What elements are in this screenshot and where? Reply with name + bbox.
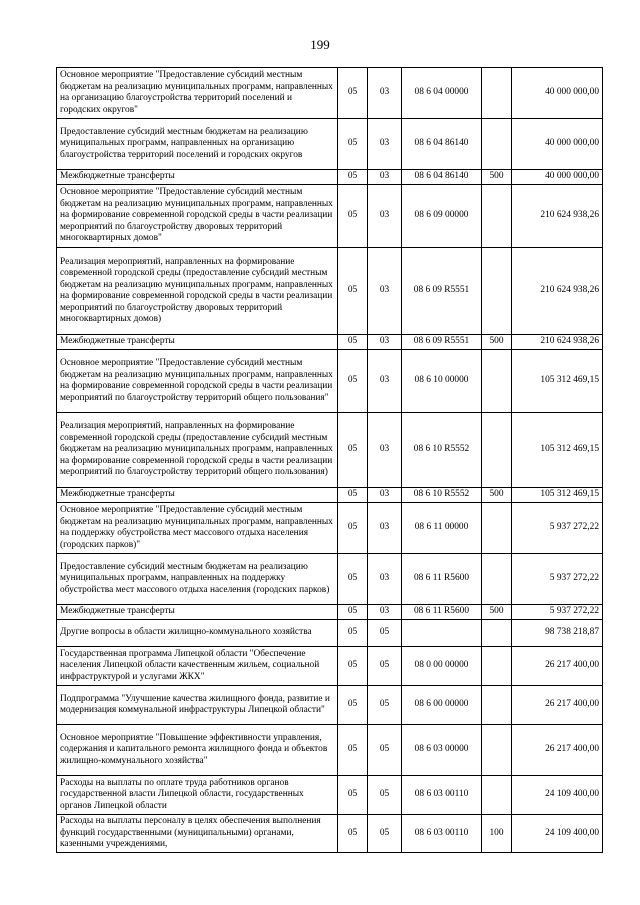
row-amount: 210 624 938,26 (512, 335, 603, 350)
row-target-article: 08 6 03 00110 (402, 815, 482, 853)
row-section: 05 (338, 686, 368, 725)
row-expense-type: 500 (482, 335, 512, 350)
row-name: Подпрограмма "Улучшение качества жилищного фонда, развитие и модернизация коммунальной инфраструктуры Липецкой области" (57, 686, 338, 725)
row-expense-type (482, 503, 512, 554)
table-row (57, 68, 603, 119)
table-row (57, 554, 603, 605)
row-subsection: 03 (368, 413, 402, 488)
row-subsection: 05 (368, 647, 402, 686)
row-target-article (402, 620, 482, 647)
row-target-article: 08 6 03 00000 (402, 725, 482, 776)
row-amount: 40 000 000,00 (512, 170, 603, 185)
row-section: 05 (338, 725, 368, 776)
row-amount: 40 000 000,00 (512, 119, 603, 170)
row-target-article: 08 6 04 86140 (402, 119, 482, 170)
table-row (57, 119, 603, 170)
row-name: Основное мероприятие "Предоставление субсидий местным бюджетам на реализацию муниципальных программ, направленных на формирование современной городской среды в части реализации мероприятий по благоустройству территорий общего пользования" (57, 350, 338, 413)
row-subsection: 03 (368, 119, 402, 170)
row-expense-type (482, 68, 512, 119)
row-section: 05 (338, 185, 368, 248)
row-name: Основное мероприятие "Предоставление субсидий местным бюджетам на реализацию муниципальных программ, направленных на поддержку обустройства мест массового отдыха населения (городских парков)" (57, 503, 338, 554)
row-amount: 105 312 469,15 (512, 350, 603, 413)
table-row (57, 647, 603, 686)
row-section: 05 (338, 503, 368, 554)
row-expense-type (482, 119, 512, 170)
row-section: 05 (338, 776, 368, 815)
page-number: 199 (310, 37, 330, 52)
row-name: Основное мероприятие "Предоставление субсидий местным бюджетам на реализацию муниципальных программ, направленных на организацию благоустройства территорий поселений и городских округов" (57, 68, 338, 119)
row-target-article: 08 6 09 R5551 (402, 248, 482, 335)
row-target-article: 08 6 09 R5551 (402, 335, 482, 350)
row-name: Расходы на выплаты по оплате труда работников органов государственной власти Липецкой области, государственных органов Липецкой области (57, 776, 338, 815)
row-expense-type: 100 (482, 815, 512, 853)
row-amount: 26 217 400,00 (512, 725, 603, 776)
row-section: 05 (338, 248, 368, 335)
row-expense-type: 500 (482, 170, 512, 185)
row-target-article: 08 6 10 00000 (402, 350, 482, 413)
row-section: 05 (338, 335, 368, 350)
row-subsection: 03 (368, 335, 402, 350)
row-section: 05 (338, 68, 368, 119)
row-subsection: 05 (368, 815, 402, 853)
row-expense-type (482, 620, 512, 647)
row-amount: 210 624 938,26 (512, 185, 603, 248)
row-name: Реализация мероприятий, направленных на формирование современной городской среды (предоставление субсидий местным бюджетам на реализацию муниципальных программ, направленных на формирование современной городской среды в части реализации мероприятий по благоустройству территорий общего пользования) (57, 413, 338, 488)
table-row (57, 686, 603, 725)
row-target-article: 08 6 00 00000 (402, 686, 482, 725)
row-expense-type (482, 686, 512, 725)
row-name: Межбюджетные трансферты (57, 335, 338, 350)
table-row (57, 350, 603, 413)
row-name: Государственная программа Липецкой области "Обеспечение населения Липецкой области качественным жильем, социальной инфраструктурой и услугами ЖКХ" (57, 647, 338, 686)
row-section: 05 (338, 488, 368, 503)
row-expense-type (482, 185, 512, 248)
row-name: Основное мероприятие "Предоставление субсидий местным бюджетам на реализацию муниципальных программ, направленных на формирование современной городской среды в части реализации мероприятий по благоустройству дворовых территорий многоквартирных домов" (57, 185, 338, 248)
row-subsection: 05 (368, 725, 402, 776)
table-row (57, 170, 603, 185)
row-expense-type (482, 776, 512, 815)
table-row (57, 725, 603, 776)
row-amount: 105 312 469,15 (512, 488, 603, 503)
row-section: 05 (338, 413, 368, 488)
row-amount: 5 937 272,22 (512, 605, 603, 620)
row-target-article: 08 6 03 00110 (402, 776, 482, 815)
row-subsection: 03 (368, 488, 402, 503)
row-target-article: 08 6 11 R5600 (402, 554, 482, 605)
table-row (57, 815, 603, 853)
table-row (57, 335, 603, 350)
row-section: 05 (338, 350, 368, 413)
row-subsection: 03 (368, 68, 402, 119)
row-expense-type: 500 (482, 488, 512, 503)
table-row (57, 488, 603, 503)
row-name: Основное мероприятие "Повышение эффективности управления, содержания и капитального ремонта жилищного фонда и объектов жилищно-коммунального хозяйства" (57, 725, 338, 776)
row-section: 05 (338, 620, 368, 647)
row-subsection: 03 (368, 350, 402, 413)
table-row (57, 503, 603, 554)
row-target-article: 08 6 10 R5552 (402, 413, 482, 488)
row-amount: 24 109 400,00 (512, 815, 603, 853)
row-subsection: 03 (368, 185, 402, 248)
table-row (57, 248, 603, 335)
row-section: 05 (338, 119, 368, 170)
row-amount: 40 000 000,00 (512, 68, 603, 119)
row-name: Межбюджетные трансферты (57, 488, 338, 503)
row-amount: 26 217 400,00 (512, 647, 603, 686)
budget-table (56, 67, 603, 853)
row-name: Другие вопросы в области жилищно-коммунального хозяйства (57, 620, 338, 647)
row-target-article: 08 6 10 R5552 (402, 488, 482, 503)
table-row (57, 605, 603, 620)
row-expense-type (482, 248, 512, 335)
row-section: 05 (338, 605, 368, 620)
row-section: 05 (338, 647, 368, 686)
row-amount: 105 312 469,15 (512, 413, 603, 488)
row-expense-type (482, 554, 512, 605)
row-target-article: 08 6 11 R5600 (402, 605, 482, 620)
row-name: Реализация мероприятий, направленных на формирование современной городской среды (предоставление субсидий местным бюджетам на реализацию муниципальных программ, направленных на формирование современной городской среды в части реализации мероприятий по благоустройству дворовых территорий многоквартирных домов) (57, 248, 338, 335)
row-subsection: 05 (368, 620, 402, 647)
row-name: Предоставление субсидий местным бюджетам на реализацию муниципальных программ, направленных на организацию благоустройства территорий поселений и городских округов (57, 119, 338, 170)
row-amount: 98 738 218,87 (512, 620, 603, 647)
table-row (57, 413, 603, 488)
row-name: Межбюджетные трансферты (57, 605, 338, 620)
row-section: 05 (338, 554, 368, 605)
row-subsection: 03 (368, 554, 402, 605)
row-target-article: 08 6 09 00000 (402, 185, 482, 248)
row-name: Межбюджетные трансферты (57, 170, 338, 185)
row-subsection: 03 (368, 170, 402, 185)
row-subsection: 05 (368, 776, 402, 815)
row-target-article: 08 6 04 00000 (402, 68, 482, 119)
row-target-article: 08 0 00 00000 (402, 647, 482, 686)
row-amount: 26 217 400,00 (512, 686, 603, 725)
row-subsection: 03 (368, 503, 402, 554)
table-row (57, 776, 603, 815)
row-section: 05 (338, 170, 368, 185)
row-subsection: 03 (368, 605, 402, 620)
row-expense-type: 500 (482, 605, 512, 620)
row-amount: 5 937 272,22 (512, 554, 603, 605)
row-expense-type (482, 413, 512, 488)
row-amount: 24 109 400,00 (512, 776, 603, 815)
row-expense-type (482, 647, 512, 686)
table-row (57, 620, 603, 647)
row-target-article: 08 6 04 86140 (402, 170, 482, 185)
row-section: 05 (338, 815, 368, 853)
row-expense-type (482, 350, 512, 413)
row-name: Расходы на выплаты персоналу в целях обеспечения выполнения функций государственными (муниципальными) органами, казенными учреждениями, (57, 815, 338, 853)
table-row (57, 185, 603, 248)
row-subsection: 03 (368, 248, 402, 335)
row-subsection: 05 (368, 686, 402, 725)
row-expense-type (482, 725, 512, 776)
row-amount: 5 937 272,22 (512, 503, 603, 554)
row-amount: 210 624 938,26 (512, 248, 603, 335)
row-name: Предоставление субсидий местным бюджетам на реализацию муниципальных программ, направленных на поддержку обустройства мест массового отдыха населения (городских парков) (57, 554, 338, 605)
row-target-article: 08 6 11 00000 (402, 503, 482, 554)
